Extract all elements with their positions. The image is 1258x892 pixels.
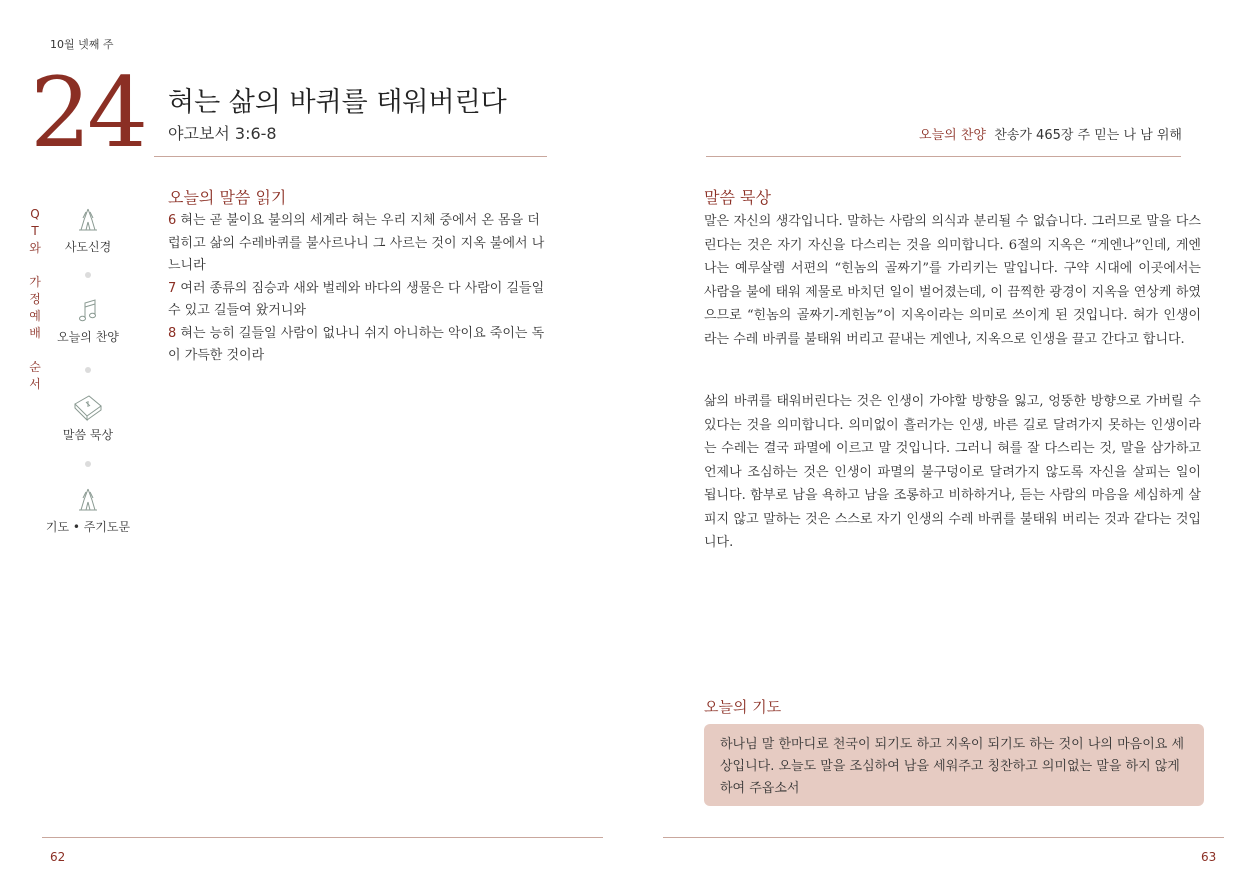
order-item-prayer — [38, 486, 138, 535]
vertical-char: Q — [30, 207, 40, 221]
verse-number: 8 — [168, 325, 177, 341]
verse — [168, 323, 548, 368]
meditation-heading: 말씀 묵상 — [704, 188, 771, 207]
week-label: 10월 넷째 주 — [50, 38, 114, 51]
verse-number: 6 — [168, 213, 177, 228]
footer-divider-left — [42, 837, 603, 838]
order-item-meditation — [38, 392, 138, 443]
page-title: 혀는 삶의 바퀴를 태워버린다 — [168, 87, 507, 118]
order-item-label: 기도 • 주기도문 — [45, 520, 131, 534]
verse — [168, 210, 548, 278]
order-separator-dot — [85, 367, 91, 373]
day-number: 24 — [30, 57, 145, 169]
todays-hymn — [919, 124, 1182, 143]
verse-text: 혀는 능히 길들일 사람이 없나니 쉬지 아니하는 악이요 죽이는 독이 가득한 것이라 — [168, 325, 545, 363]
prayer-heading: 오늘의 기도 — [704, 698, 782, 716]
hymn-label: 오늘의 찬양 — [919, 128, 986, 143]
footer-divider-right — [663, 837, 1224, 838]
reading-heading: 오늘의 말씀 읽기 — [168, 188, 287, 207]
order-item-label: 오늘의 찬양 — [57, 330, 119, 344]
vertical-char: 배 — [29, 326, 41, 340]
scripture-reference: 야고보서 3:6-8 — [168, 124, 277, 143]
vertical-char: 예 — [29, 309, 41, 323]
order-item-hymn — [38, 298, 138, 345]
vertical-char: 와 — [29, 241, 41, 255]
vertical-char: 서 — [29, 377, 41, 391]
order-separator-dot — [85, 461, 91, 467]
verse-text: 혀는 곧 불이요 불의의 세계라 혀는 우리 지체 중에서 온 몸을 더럽히고 삶의 수레바퀴를 불사르나니 그 사르는 것이 지옥 불에서 나느니라 — [168, 213, 545, 273]
order-item-creed — [38, 206, 138, 255]
verse — [168, 278, 548, 323]
music-note-icon — [73, 298, 103, 324]
scripture-text — [168, 210, 548, 368]
praying-hands-icon — [73, 486, 103, 514]
verse-text: 여러 종류의 짐승과 새와 벌레와 바다의 생물은 다 사람이 길들일 수 있고 길들여 왔거니와 — [168, 280, 545, 318]
meditation-paragraph: 말은 자신의 생각입니다. 말하는 사람의 의식과 분리될 수 없습니다. 그러므로 말을 다스린다는 것은 자기 자신을 다스리는 것을 의미합니다. 6절의 지옥은 “게엔나”인데, 게엔나는 예루살렘 서편의 “힌놈의 골짜기”를 가리키는 말입니다. 구약 시대에 이곳에서는 사람을 불에 태워 제물로 바치던 일이 벌어졌는데, 이 끔찍한 광경이 지옥을 연상케 하였으므로 “힌놈의 골짜기-게힌놈”이 지옥이라는 의미로 쓰이게 된 것입니다. 혀가 인생이라는 수레 바퀴를 불태워 버리고 끝내는 게엔나, 지옥으로 인생을 끌고 간다고 합니다. — [704, 214, 1201, 347]
prayer-box — [704, 724, 1204, 806]
header-divider-right — [706, 156, 1181, 157]
verse-number: 7 — [168, 280, 177, 296]
order-separator-dot — [85, 272, 91, 278]
bible-icon — [71, 392, 105, 422]
hymn-text: 찬송가 465장 주 믿는 나 남 위해 — [994, 128, 1182, 143]
header-divider-left — [154, 156, 547, 157]
prayer-text: 하나님 말 한마디로 천국이 되기도 하고 지옥이 되기도 하는 것이 나의 마음이요 세상입니다. 오늘도 말을 조심하여 남을 세워주고 칭찬하고 의미없는 말을 하지 않게 하여 주옵소서 — [720, 737, 1185, 796]
vertical-char: 순 — [29, 360, 41, 374]
vertical-char: 가 — [29, 275, 41, 289]
praying-hands-icon — [73, 206, 103, 234]
meditation-paragraph: 삶의 바퀴를 태워버린다는 것은 인생이 가야할 방향을 잃고, 엉뚱한 방향으로 가버릴 수 있다는 것을 의미합니다. 의미없이 흘러가는 인생, 바른 길로 달려가지 못하는 인생이라는 수레는 결국 파멸에 이르고 말 것입니다. 그러니 혀를 잘 다스리는 것, 말을 삼가하고 언제나 조심하는 것은 인생이 파멸의 불구덩이로 달려가지 않도록 자신을 살피는 일이 됩니다. 함부로 남을 욕하고 남을 조롱하고 비하하거나, 듣는 사람의 마음을 세심하게 살피지 않고 말하는 것은 스스로 자기 인생의 수레 바퀴를 불태워 버리는 것과 같다는 것입니다. — [704, 394, 1201, 550]
vertical-char: T — [31, 224, 39, 238]
order-item-label: 사도신경 — [64, 240, 112, 254]
vertical-char: 정 — [29, 292, 41, 306]
page-number-left: 62 — [50, 850, 66, 864]
page-number-right: 63 — [1201, 850, 1217, 864]
order-item-label: 말씀 묵상 — [62, 428, 114, 442]
